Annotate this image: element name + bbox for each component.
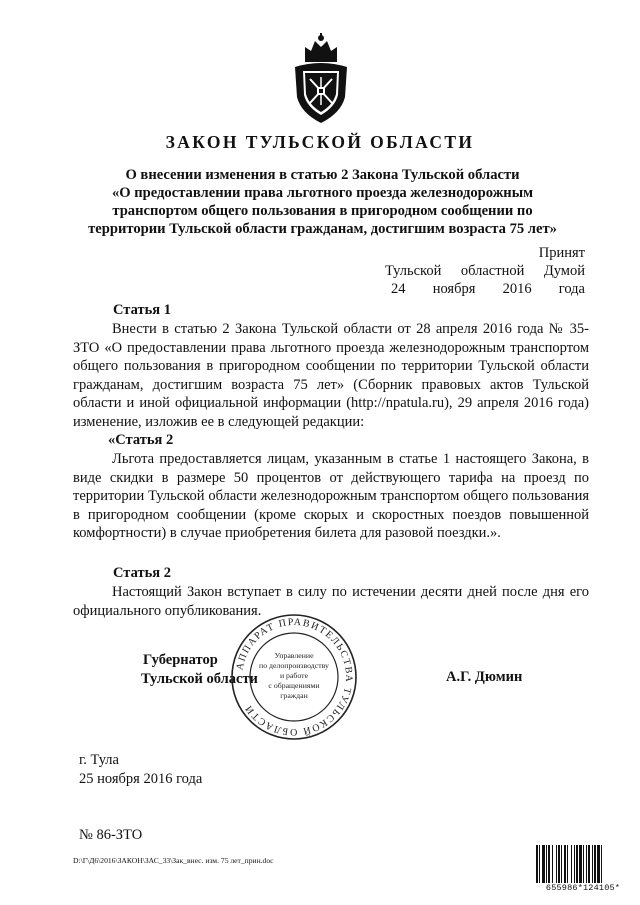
stamp-line: по делопроизводству — [259, 661, 329, 670]
adopted-word: областной — [460, 263, 525, 279]
barcode-bar — [556, 845, 557, 885]
adopted-word: Думой — [543, 263, 585, 279]
barcode-bar — [564, 845, 566, 885]
signer-name: А.Г. Дюмин — [446, 669, 523, 685]
governor-title-line1: Губернатор — [143, 652, 218, 668]
article-2-heading: Статья 2 — [113, 565, 171, 581]
adopted-label: Принят — [538, 245, 585, 261]
article-1-heading: Статья 1 — [113, 302, 171, 318]
barcode-bar — [567, 845, 568, 885]
barcode-bar — [579, 845, 582, 885]
barcode-bar — [576, 845, 578, 885]
file-path: D:\Г\Д6\2016\ЗАКОН\ЗАС_33\Зак_внес. изм. 75 лет_прин.doc — [73, 856, 274, 865]
adopted-day: 24 — [391, 281, 406, 297]
subtitle-line: территории Тульской области гражданам, достигшим возраста 75 лет» — [88, 221, 557, 237]
adoption-block — [385, 244, 585, 298]
article-1-text: Внести в статью 2 Закона Тульской области от 28 апреля 2016 года № 35-ЗТО «О предоставлении права льготного проезда железнодорожным транспортом общего пользования в пригородном сообщении по территории Тульской области гражданам, достигшим возраста 75 лет» (Сборник правовых актов Тульской области и иной официальной информации (http://npatula.ru), 29 апреля 2016 года) изменение, изложив ее в следующей редакции: — [73, 321, 589, 430]
barcode-bar — [586, 845, 587, 885]
article-2-text: Настоящий Закон вступает в силу по истечении десяти дней после дня его официального опубликования. — [73, 584, 589, 619]
quoted-article-heading: «Статья 2 — [108, 432, 174, 448]
barcode-bar — [594, 845, 596, 885]
barcode-bar — [597, 845, 600, 885]
adopted-year: 2016 — [502, 281, 532, 297]
place-and-date — [79, 751, 202, 788]
barcode-bar — [542, 845, 545, 885]
adopted-month: ноября — [432, 281, 476, 297]
barcode-bar — [536, 845, 538, 885]
barcode-bar — [548, 845, 550, 885]
barcode-number: 655986*124105* — [534, 883, 632, 893]
barcode-bar — [539, 845, 540, 885]
adopted-by — [385, 262, 585, 280]
subtitle-line: О внесении изменения в статью 2 Закона Тульской области — [125, 167, 520, 183]
barcode-bar — [588, 845, 590, 885]
stamp-line: граждан — [280, 691, 308, 700]
law-subtitle — [80, 166, 565, 238]
stamp-line: и работе — [279, 671, 309, 680]
law-title: ЗАКОН ТУЛЬСКОЙ ОБЛАСТИ — [165, 132, 475, 152]
adopted-year-word: года — [558, 281, 585, 297]
barcode-bar — [571, 845, 572, 885]
place: г. Тула — [79, 752, 119, 768]
stamp-line: с обращениями — [268, 681, 320, 690]
barcode-bar — [558, 845, 560, 885]
adopted-date — [385, 280, 585, 298]
stamp-outer-text: АППАРАТ ПРАВИТЕЛЬСТВА ТУЛЬСКОЙ ОБЛАСТИ — [234, 616, 355, 738]
barcode-bar — [592, 845, 593, 885]
coat-of-arms-icon — [291, 33, 351, 125]
barcode-bar — [574, 845, 575, 885]
law-number: № 86-ЗТО — [79, 827, 143, 843]
stamp-line: Управление — [274, 651, 314, 660]
governor-title-line2: Тульской области — [141, 670, 258, 687]
subtitle-line: «О предоставлении права льготного проезда железнодорожным — [111, 185, 534, 201]
subtitle-line: транспортом общего пользования в пригородном сообщении по — [112, 203, 533, 219]
official-stamp — [229, 612, 359, 742]
signing-date: 25 ноября 2016 года — [79, 770, 203, 787]
adopted-word: Тульской — [385, 263, 442, 279]
barcode-bar — [583, 845, 584, 885]
barcode-bar — [561, 845, 562, 885]
quoted-article-text: Льгота предоставляется лицам, указанным в статье 1 настоящего Закона, в виде скидки в размере 50 процентов от действующего тарифа на проезд по территории Тульской области железнодорожным транспортом общего пользования в пригородном сообщении (кроме скорых и скоростных поездов повышенной комфортности) в случае приобретения билета для разовой поездки.». — [73, 451, 589, 542]
barcode-bar — [546, 845, 547, 885]
barcode-bar — [552, 845, 553, 885]
barcode-bar — [601, 845, 602, 885]
